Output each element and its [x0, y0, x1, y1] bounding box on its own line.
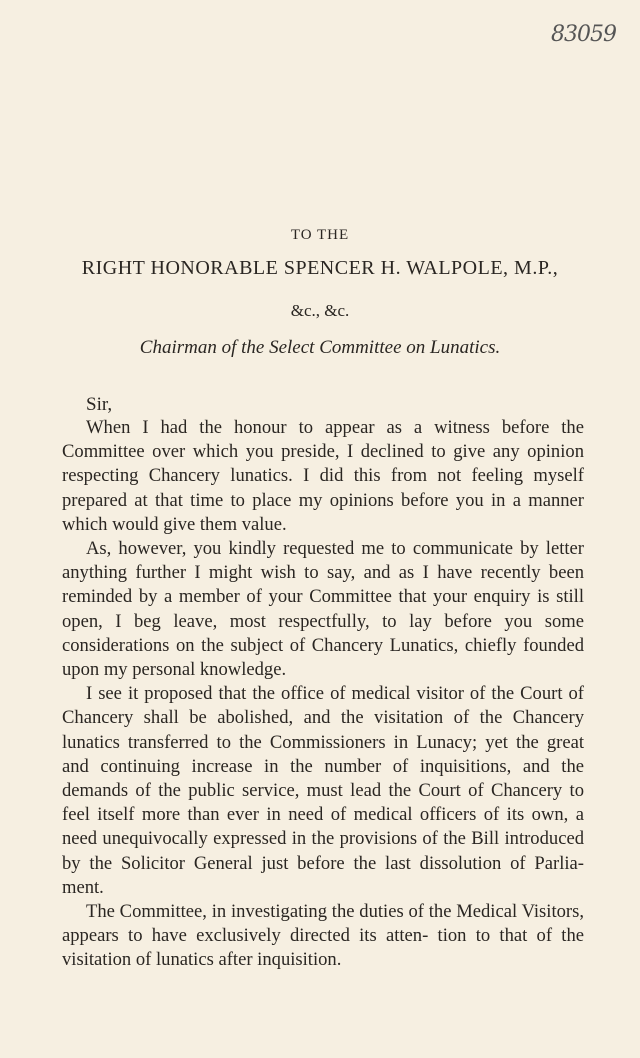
paragraph: As, however, you kindly requested me to communicate by letter anything further I might wish to say, and as I have recently been reminded by a member of your Committee that your enquiry is still open, I beg leave, most respectfully, to lay before you some considerations on the subject of Chancery Lunatics, chiefly founded upon my personal knowledge. — [62, 538, 584, 681]
paragraph: I see it proposed that the office of medical visitor of the Court of Chancery shall be abolished, and the visitation of the Chancery lunatics transferred to the Commissioners in Lunacy; yet the great and continuing increase in the number of inquisitions, and the demands of the public service, must lead the Court of Chancery to feel itself more than ever in need of medical officers of its own, a need unequivocally expressed in the provisions of the Bill introduced by the Solicitor General just before the last dissolution of Parlia- ment. — [62, 683, 584, 898]
paragraph: The Committee, in investigating the duties of the Medical Visitors, appears to have exclusively directed its atten- tion to that of the visitation of lunatics after inquisition. — [62, 901, 584, 971]
addressee-etc: &c., &c. — [290, 301, 350, 320]
letter-body — [62, 416, 584, 973]
paragraph: When I had the honour to appear as a witness before the Committee over which you preside, I declined to give any opinion respecting Chancery lunatics. I did this from not feeling myself prepared at that time to place my opinions before you in a manner which would give them value. — [62, 417, 584, 535]
salutation: Sir, — [86, 394, 113, 415]
addressee-title: Chairman of the Select Committee on Lunatics. — [139, 337, 501, 358]
addressee-name: RIGHT HONORABLE SPENCER H. WALPOLE, M.P., — [81, 257, 559, 279]
handwritten-shelfmark: 83059 — [551, 22, 616, 47]
dedication-to: TO THE — [290, 227, 350, 243]
